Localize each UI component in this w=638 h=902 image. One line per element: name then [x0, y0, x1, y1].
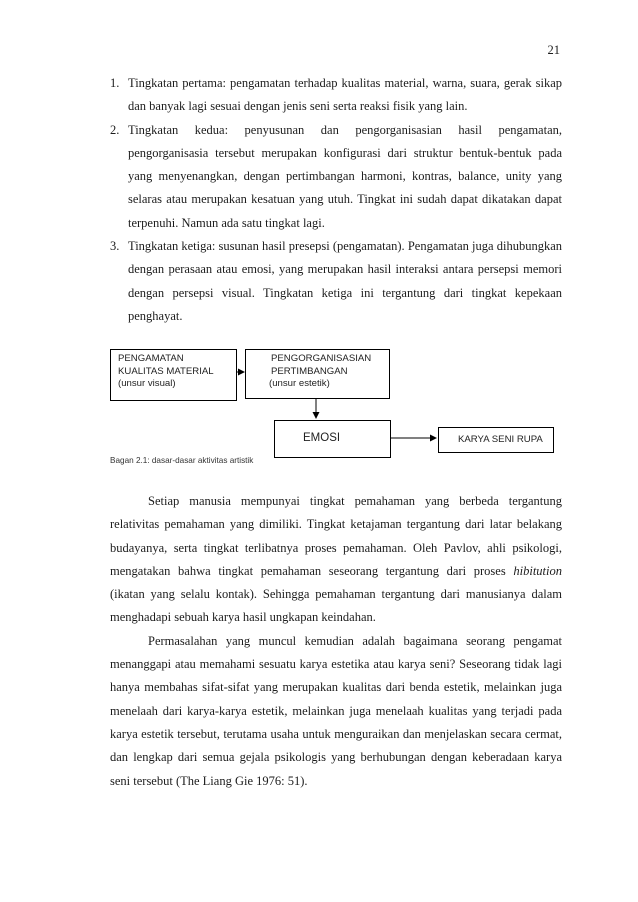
paragraph-text: (ikatan yang selalu kontak). Sehingga pemahaman tergantung dari manusianya dalam menghadapi sebuah karya hasil ungkapan keindahan.: [110, 587, 562, 625]
list-text: Tingkatan kedua: penyusunan dan pengorganisasian hasil pengamatan, pengorganisasia tersebut merupakan konfigurasi dari struktur bentuk-bentuk pada yang menyenangkan, dengan pertimbangan harmoni, kontras, balance, unity yang selaras atau merupakan kesatuan yang utuh. Tingkat ini sudah dapat dikatakan dapat terpenuhi. Namun ada satu tingkat lagi.: [128, 122, 562, 230]
body-text: [110, 490, 562, 793]
list-item: [110, 72, 562, 119]
list-number: 2.: [110, 122, 120, 137]
levels-list: [110, 72, 562, 328]
list-text: Tingkatan ketiga: susunan hasil presepsi (pengamatan). Pengamatan juga dihubungkan dengan perasaan atau emosi, yang merupakan hasil interaksi antara persepsi memori dengan persepsi visual. Tingkatan ketiga ini tergantung dari tingkat kepekaan penghayat.: [128, 239, 562, 323]
box-label: KARYA SENI RUPA: [458, 434, 543, 445]
paragraph: [110, 490, 562, 630]
box-line: PENGORGANISASIAN: [271, 353, 372, 364]
list-item: [110, 119, 562, 235]
box-line: KUALITAS MATERIAL: [118, 365, 214, 377]
box-line: PENGAMATAN: [118, 353, 184, 364]
box-line: (unsur estetik): [269, 378, 330, 390]
list-number: 1.: [110, 76, 120, 90]
paragraph-text: Setiap manusia mempunyai tingkat pemahaman yang berbeda tergantung relativitas pemahaman yang dimiliki. Tingkat ketajaman tergantung dari latar belakang budayanya, serta tingkat terlibatnya proses pemahaman. Oleh Pavlov, ahli psikologi, mengatakan bahwa tingkat pemahaman seseorang tergantung dari proses: [110, 494, 562, 578]
list-item: [110, 235, 562, 328]
diagram-caption: Bagan 2.1: dasar-dasar aktivitas artistik: [110, 456, 254, 465]
list-number: 3.: [110, 239, 120, 254]
diagram-box-pengamatan: [110, 349, 237, 401]
box-label: EMOSI: [303, 432, 341, 444]
box-line: (unsur visual): [118, 378, 176, 390]
paragraph: Permasalahan yang muncul kemudian adalah bagaimana seorang pengamat menanggapi atau memahami sesuatu karya estetika atau karya seni? Seseorang tidak lagi hanya membahas sifat-sifat yang merupakan kualitas dari benda estetik, melainkan juga menelaah dari karya-karya estetik, melainkan juga menelaah kualitas yang terjadi pada karya estetik tersebut, terutama usaha untuk menguraikan dan menjelaskan secara cermat, dan lengkap dari semua gejala psikologis yang berhubungan dengan keberadaan karya seni tersebut (The Liang Gie 1976: 51).: [110, 633, 562, 788]
diagram-box-pengorganisasian: [245, 349, 390, 399]
box-line: PERTIMBANGAN: [271, 365, 348, 377]
italic-term: hibitution: [513, 563, 562, 578]
page-number: 21: [547, 43, 560, 57]
diagram-box-karya-seni-rupa: [438, 427, 554, 453]
list-text: Tingkatan pertama: pengamatan terhadap kualitas material, warna, suara, gerak sikap dan banyak lagi sesuai dengan jenis seni serta reaksi fisik yang lain.: [128, 76, 562, 114]
diagram-box-emosi: [274, 420, 391, 458]
